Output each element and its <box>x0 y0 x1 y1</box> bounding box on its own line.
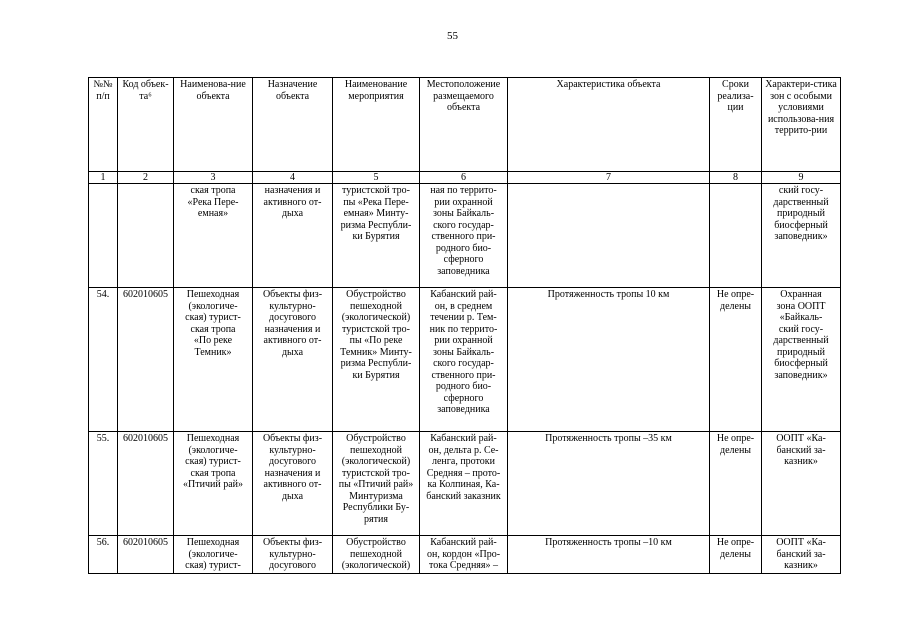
table-row <box>89 536 841 574</box>
row-characteristic: Протяженность тропы 10 км <box>508 288 710 432</box>
row-zone: ООПТ «Ка- банский за- казник» <box>762 536 841 574</box>
column-header-code: Код объек-та⁶ <box>118 78 174 172</box>
row-num: 55. <box>89 432 118 536</box>
row-zone: ский госу- дарственный природный биосферный заповедник» <box>762 184 841 288</box>
column-number: 6 <box>420 172 508 184</box>
column-number: 4 <box>253 172 333 184</box>
row-location: Кабанский рай- он, кордон «Про- тока Средняя» – <box>420 536 508 574</box>
column-header-term: Сроки реализа-ции <box>710 78 762 172</box>
column-header-name: Наименова-ние объекта <box>174 78 253 172</box>
row-name: Пешеходная (экологиче- ская) турист- ская тропа «Птичий рай» <box>174 432 253 536</box>
column-header-location: Местоположение размещаемого объекта <box>420 78 508 172</box>
column-number-row <box>89 172 841 184</box>
row-purpose: назначения и активного от- дыха <box>253 184 333 288</box>
row-zone: ООПТ «Ка- банский за- казник» <box>762 432 841 536</box>
column-header-measure: Наименование мероприятия <box>333 78 420 172</box>
row-num <box>89 184 118 288</box>
column-header-num: №№ п/п <box>89 78 118 172</box>
row-measure: Обустройство пешеходной (экологической) туристской тро- пы «По реке Темник» Минту- ризма Республи- ки Бурятия <box>333 288 420 432</box>
row-code: 602010605 <box>118 432 174 536</box>
row-zone: Охранная зона ООПТ «Байкаль- ский госу- дарственный природный биосферный заповедник» <box>762 288 841 432</box>
row-term: Не опре- делены <box>710 432 762 536</box>
column-number: 9 <box>762 172 841 184</box>
row-location: Кабанский рай- он, дельта р. Се- ленга, протоки Средняя – прото- ка Колпиная, Ка- банский заказник <box>420 432 508 536</box>
row-term: Не опре- делены <box>710 288 762 432</box>
column-number: 2 <box>118 172 174 184</box>
table-header-row <box>89 78 841 172</box>
row-code: 602010605 <box>118 288 174 432</box>
row-name: Пешеходная (экологиче- ская) турист- <box>174 536 253 574</box>
row-num: 54. <box>89 288 118 432</box>
column-number: 1 <box>89 172 118 184</box>
row-code <box>118 184 174 288</box>
row-num: 56. <box>89 536 118 574</box>
table-row <box>89 288 841 432</box>
column-header-zone: Характери-стика зон с особыми условиями использова-ния террито-рии <box>762 78 841 172</box>
row-characteristic: Протяженность тропы –10 км <box>508 536 710 574</box>
row-name: ская тропа «Река Пере- емная» <box>174 184 253 288</box>
column-number: 5 <box>333 172 420 184</box>
row-code: 602010605 <box>118 536 174 574</box>
row-purpose: Объекты физ- культурно- досугового назначения и активного от- дыха <box>253 288 333 432</box>
page-number: 55 <box>447 30 458 42</box>
table-row <box>89 184 841 288</box>
column-header-purpose: Назначение объекта <box>253 78 333 172</box>
row-measure: Обустройство пешеходной (экологической) <box>333 536 420 574</box>
table-row <box>89 432 841 536</box>
row-measure: Обустройство пешеходной (экологической) туристской тро- пы «Птичий рай» Минтуризма Республики Бу- рятия <box>333 432 420 536</box>
objects-table <box>88 77 841 574</box>
row-measure: туристской тро- пы «Река Пере- емная» Минту- ризма Республи- ки Бурятия <box>333 184 420 288</box>
row-name: Пешеходная (экологиче- ская) турист- ская тропа «По реке Темник» <box>174 288 253 432</box>
column-number: 7 <box>508 172 710 184</box>
row-characteristic <box>508 184 710 288</box>
row-purpose: Объекты физ- культурно- досугового назначения и активного от- дыха <box>253 432 333 536</box>
row-term: Не опре- делены <box>710 536 762 574</box>
row-location: Кабанский рай- он, в среднем течении р. Тем- ник по террито- рии охранной зоны Байкаль- ского государ- ственного при- родного био- сферного заповедника <box>420 288 508 432</box>
column-number: 3 <box>174 172 253 184</box>
row-purpose: Объекты физ- культурно- досугового <box>253 536 333 574</box>
column-header-characteristic: Характеристика объекта <box>508 78 710 172</box>
row-characteristic: Протяженность тропы –35 км <box>508 432 710 536</box>
column-number: 8 <box>710 172 762 184</box>
row-term <box>710 184 762 288</box>
row-location: ная по террито- рии охранной зоны Байкаль- ского государ- ственного при- родного био- сферного заповедника <box>420 184 508 288</box>
